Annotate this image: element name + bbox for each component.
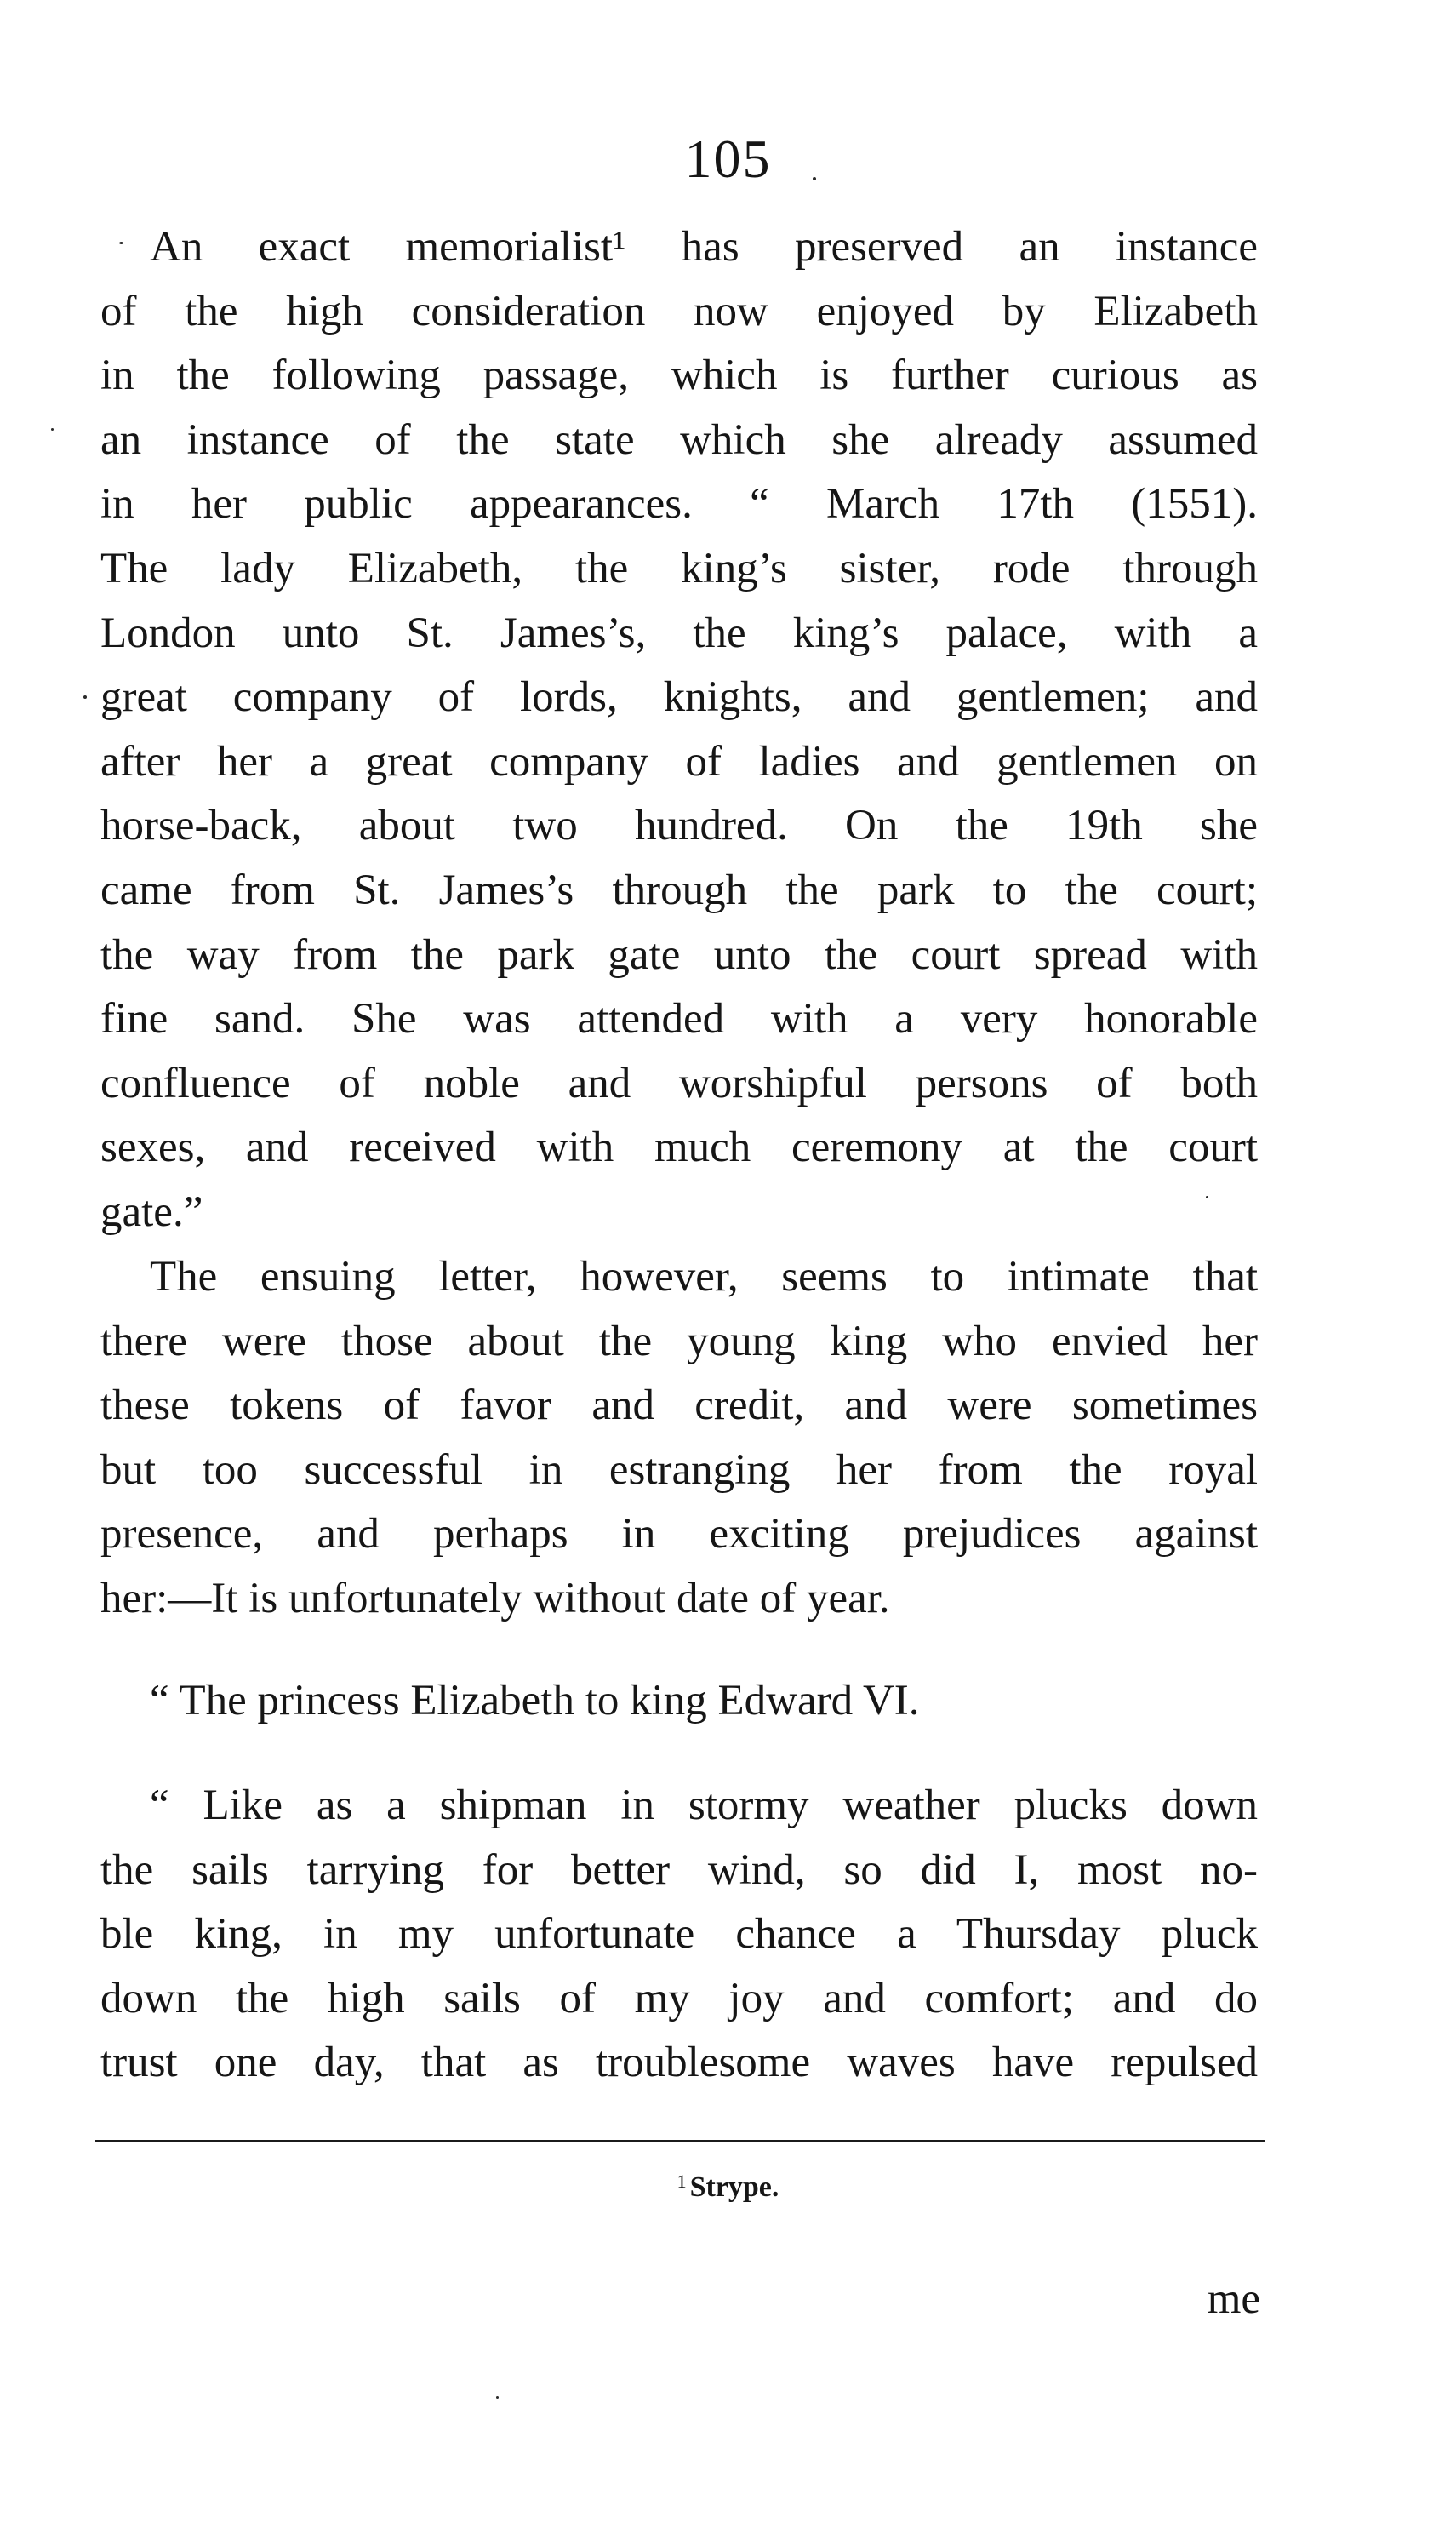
text-line: trust one day, that as troublesome waves have repulsed (100, 2039, 1258, 2087)
text-line: these tokens of favor and credit, and were sometimes (100, 1381, 1258, 1430)
text-line: ble king, in my unfortunate chance a Thursday pluck (100, 1910, 1258, 1959)
text-line: in her public appearances. “ March 17th (1551). (100, 480, 1258, 529)
footnote-text: Strype. (689, 2171, 779, 2203)
text-line: London unto St. James’s, the king’s palace, with a (100, 609, 1258, 657)
scan-speck (1206, 1196, 1208, 1198)
letter-heading-text: “ The princess Elizabeth to king Edward VI. (150, 1677, 920, 1725)
text-line: after her a great company of ladies and gentlemen on (100, 737, 1258, 786)
text-line: her:—It is unfortunately without date of year. (100, 1574, 890, 1622)
scan-speck (119, 242, 123, 244)
text-line: there were those about the young king who envied her (100, 1317, 1258, 1365)
text-line: the sails tarrying for better wind, so did I, most no- (100, 1845, 1258, 1894)
text-line: an instance of the state which she already assumed (100, 415, 1258, 464)
paragraph-letter-body (100, 1774, 1258, 2096)
text-line: gate.” (100, 1187, 203, 1236)
text-line: The lady Elizabeth, the king’s sister, rode through (100, 544, 1258, 592)
text-line: great company of lords, knights, and gentlemen; and (100, 673, 1258, 722)
catchword: me (1207, 2275, 1260, 2323)
text-line: down the high sails of my joy and comfort; and do (100, 1974, 1258, 2022)
scan-speck (51, 428, 54, 431)
text-line: came from St. James’s through the park to the court; (100, 866, 1258, 914)
text-line: in the following passage, which is further curious as (100, 352, 1258, 400)
text-line: of the high consideration now enjoyed by Elizabeth (100, 287, 1258, 335)
text-line: sexes, and received with much ceremony at the court (100, 1124, 1258, 1172)
text-line: but too successful in estranging her from the royal (100, 1445, 1258, 1494)
text-line: fine sand. She was attended with a very honorable (100, 995, 1258, 1044)
page-number: 105 (684, 129, 772, 189)
footnote-marker: 1 (677, 2171, 687, 2192)
text-line: The ensuing letter, however, seems to intimate that (150, 1253, 1258, 1301)
text-line: horse-back, about two hundred. On the 19th she (100, 802, 1258, 850)
text-line: confluence of noble and worshipful persons of both (100, 1059, 1258, 1107)
text-line: An exact memorialist¹ has preserved an instance (150, 223, 1258, 271)
letter-heading (100, 1668, 1258, 1733)
footnote-rule (95, 2140, 1265, 2142)
footnote (0, 2171, 1456, 2204)
scan-speck (83, 695, 87, 699)
text-line: presence, and perhaps in exciting prejudices against (100, 1510, 1258, 1559)
scan-speck (496, 2396, 499, 2399)
paragraph-ensuing-letter (100, 1245, 1258, 1632)
paragraph-memorialist (100, 215, 1258, 1245)
text-line: the way from the park gate unto the court spread with (100, 930, 1258, 979)
text-line: “ Like as a shipman in stormy weather plucks down (150, 1782, 1258, 1829)
scan-speck (813, 177, 816, 180)
